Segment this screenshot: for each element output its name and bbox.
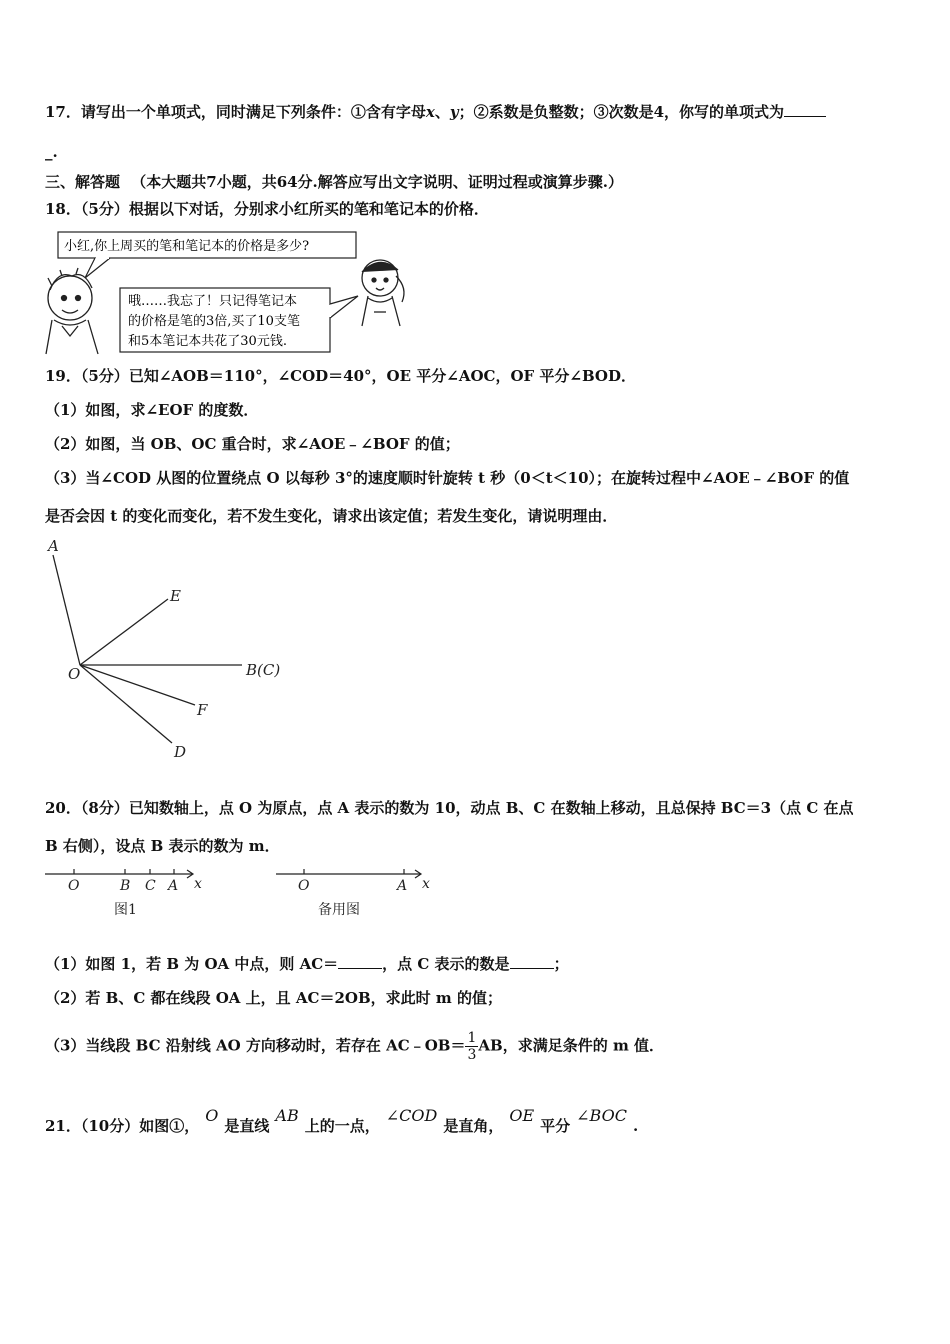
section3-title: 三、解答题 <box>45 173 121 191</box>
q18-number: 18．（5分） <box>45 200 129 218</box>
girl-bubble-line-3: 和5本笔记本共花了30元钱. <box>128 334 287 349</box>
number-line-fig2 <box>276 869 421 878</box>
q19-part3-b: 是否会因 t 的变化而变化，若不发生变化，请求出该定值；若发生变化，请说明理由． <box>45 507 618 525</box>
fig2-label-A: A <box>397 878 408 894</box>
ray-OF <box>80 665 195 705</box>
number-line-fig1 <box>45 869 193 878</box>
q17-text-b: ；②系数是负整数；③次数是4，你写的单项式为 <box>458 103 785 121</box>
q20-part3 <box>45 1030 664 1063</box>
q21-COD: ∠COD <box>385 1106 438 1125</box>
q18-dialogue-figure <box>40 226 420 358</box>
q20-number-line-figures <box>40 862 460 924</box>
q17-sep: 、 <box>434 103 450 121</box>
ray-OE <box>80 599 168 665</box>
fig1-label-B: B <box>120 878 131 894</box>
label-BC: B(C) <box>246 661 281 679</box>
q17-number: 17． <box>45 103 81 121</box>
fig2-caption: 备用图 <box>318 902 360 918</box>
q21-t2: 上的一点， <box>304 1117 380 1135</box>
one-third-fraction <box>465 1030 478 1063</box>
girl-illustration <box>362 260 404 326</box>
q20-part2: （2）若 B、C 都在线段 OA 上，且 AC＝2OB，求此时 m 的值； <box>45 989 502 1007</box>
q17-text-a: 请写出一个单项式，同时满足下列条件：①含有字母 <box>80 103 426 121</box>
q20-ac-blank[interactable] <box>338 954 382 969</box>
q20-p3-b: AB，求满足条件的 m 值． <box>478 1036 665 1055</box>
label-A: A <box>48 537 59 555</box>
girl-bubble-line-2: 的价格是笔的3倍,买了10支笔 <box>128 314 300 329</box>
q19-part3-a: （3）当∠COD 从图的位置绕点 O 以每秒 3°的速度顺时针旋转 t 秒（0＜t＜10）；在旋转过程中∠AOE﹣∠BOF 的值 <box>45 469 850 487</box>
q21-t1: 是直线 <box>224 1117 270 1135</box>
q19-part1: （1）如图，求∠EOF 的度数． <box>45 401 259 419</box>
label-D: D <box>174 743 187 761</box>
fig2-label-O: O <box>298 878 310 894</box>
q20-intro-line-2: B 右侧），设点 B 表示的数为 m． <box>45 837 280 855</box>
fraction-numerator: 1 <box>467 1030 477 1046</box>
q21-BOC: ∠BOC <box>576 1106 627 1125</box>
label-O: O <box>68 665 81 683</box>
label-F: F <box>197 701 208 719</box>
q19-intro: 已知∠AOB＝110°，∠COD＝40°，OE 平分∠AOC，OF 平分∠BOD． <box>128 367 637 385</box>
q17-var-x: x <box>425 103 435 121</box>
q18-line <box>45 199 489 219</box>
q18-text: 根据以下对话，分别求小红所买的笔和笔记本的价格． <box>128 200 489 218</box>
fig1-label-x: x <box>194 876 202 892</box>
fig2-label-x: x <box>422 876 430 892</box>
q21-O: O <box>205 1106 219 1125</box>
q20-p1-a: （1）如图 1，若 B 为 OA 中点，则 AC＝ <box>45 955 339 973</box>
section3-heading <box>45 172 623 192</box>
fraction-denominator: 3 <box>467 1047 477 1063</box>
q21-line <box>45 1106 639 1136</box>
q20-part1 <box>45 954 569 974</box>
q17-tail: _. <box>45 143 58 161</box>
label-E: E <box>170 587 181 605</box>
q17-var-y: y <box>449 103 459 121</box>
q21-number: 21．（10分）如图①， <box>45 1117 200 1135</box>
q20-p1-b: ，点 C 表示的数是 <box>382 955 510 973</box>
q17-line <box>45 102 826 122</box>
ray-OD <box>80 665 172 743</box>
q20-p3-a: （3）当线段 BC 沿射线 AO 方向移动时，若存在 AC﹣OB＝ <box>45 1036 466 1055</box>
q20-intro-line-1 <box>45 798 854 818</box>
q19-angle-figure <box>40 535 300 765</box>
fig1-label-C: C <box>145 878 156 894</box>
girl-bubble-line-1: 哦……我忘了！只记得笔记本 <box>128 294 298 309</box>
q17-answer-blank[interactable] <box>784 102 826 117</box>
q20-number: 20．（8分） <box>45 799 129 817</box>
q20-c-value-blank[interactable] <box>510 954 554 969</box>
q19-part2: （2）如图，当 OB、OC 重合时，求∠AOE﹣∠BOF 的值； <box>45 435 460 453</box>
q21-t4: 平分 <box>540 1117 571 1135</box>
q21-t3: 是直角， <box>443 1117 504 1135</box>
fig1-label-A: A <box>168 878 179 894</box>
fig1-label-O: O <box>68 878 80 894</box>
q21-AB: AB <box>275 1106 299 1125</box>
section3-note: （本大题共7小题，共64分.解答应写出文字说明、证明过程或演算步骤.） <box>131 173 624 191</box>
boy-bubble-text: 小红,你上周买的笔和笔记本的价格是多少? <box>64 239 310 254</box>
q21-OE: OE <box>509 1106 535 1125</box>
q19-number: 19．（5分） <box>45 367 129 385</box>
ray-OA <box>53 555 80 665</box>
q19-intro-line <box>45 366 636 386</box>
fig1-caption: 图1 <box>114 902 137 918</box>
q21-t5: . <box>632 1117 639 1135</box>
boy-illustration <box>46 268 98 354</box>
q20-intro-a: 已知数轴上，点 O 为原点，点 A 表示的数为 10，动点 B、C 在数轴上移动，且总保持 BC＝3（点 C 在点 <box>128 799 854 817</box>
q20-p1-c: ； <box>553 955 569 973</box>
